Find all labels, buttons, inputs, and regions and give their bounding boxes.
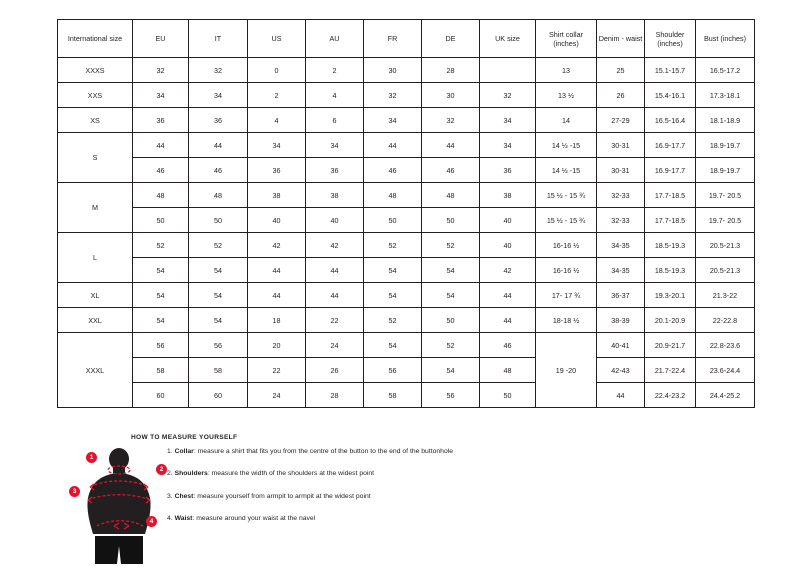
cell-bust: 18.1-18.9 bbox=[696, 108, 755, 133]
table-row bbox=[58, 283, 755, 308]
cell-denim-waist: 26 bbox=[597, 83, 645, 108]
cell-denim-waist: 32-33 bbox=[597, 208, 645, 233]
column-header-eu: EU bbox=[133, 20, 189, 58]
cell-fr: 32 bbox=[364, 83, 422, 108]
instruction-term: Chest bbox=[174, 492, 194, 500]
measure-section-title: HOW TO MEASURE YOURSELF bbox=[131, 434, 238, 441]
cell-it: 34 bbox=[189, 83, 248, 108]
cell-eu: 36 bbox=[133, 108, 189, 133]
cell-au: 40 bbox=[306, 208, 364, 233]
cell-uk: 38 bbox=[480, 183, 536, 208]
cell-uk: 44 bbox=[480, 308, 536, 333]
table-row bbox=[58, 133, 755, 158]
cell-us: 42 bbox=[248, 233, 306, 258]
table-row bbox=[58, 108, 755, 133]
cell-eu: 54 bbox=[133, 308, 189, 333]
cell-bust: 19.7- 20.5 bbox=[696, 183, 755, 208]
cell-shirt-collar: 17- 17 ¾ bbox=[536, 283, 597, 308]
badge-chest: 3 bbox=[69, 486, 80, 497]
cell-de: 54 bbox=[422, 283, 480, 308]
table-row bbox=[58, 58, 755, 83]
instruction-number: 3. bbox=[167, 492, 173, 500]
cell-denim-waist: 30-31 bbox=[597, 133, 645, 158]
cell-fr: 34 bbox=[364, 108, 422, 133]
cell-fr: 44 bbox=[364, 133, 422, 158]
cell-au: 44 bbox=[306, 283, 364, 308]
cell-bust: 17.3-18.1 bbox=[696, 83, 755, 108]
badge-collar: 1 bbox=[86, 452, 97, 463]
cell-shoulder: 16.9-17.7 bbox=[645, 133, 696, 158]
cell-eu: 56 bbox=[133, 333, 189, 358]
cell-au: 2 bbox=[306, 58, 364, 83]
cell-de: 50 bbox=[422, 208, 480, 233]
cell-uk: 34 bbox=[480, 108, 536, 133]
cell-us: 34 bbox=[248, 133, 306, 158]
table-row bbox=[58, 383, 755, 408]
column-header-bust: Bust (inches) bbox=[696, 20, 755, 58]
instruction-text: : measure a shirt that fits you from the centre of the button to the end of the buttonhole bbox=[193, 448, 454, 455]
cell-shoulder: 17.7-18.5 bbox=[645, 208, 696, 233]
cell-uk: 48 bbox=[480, 358, 536, 383]
cell-it: 54 bbox=[189, 258, 248, 283]
cell-fr: 46 bbox=[364, 158, 422, 183]
column-header-uk-size: UK size bbox=[480, 20, 536, 58]
cell-fr: 52 bbox=[364, 233, 422, 258]
cell-eu: 60 bbox=[133, 383, 189, 408]
instruction-line bbox=[167, 470, 667, 479]
table-header-row bbox=[58, 20, 755, 58]
cell-us: 18 bbox=[248, 308, 306, 333]
cell-de: 52 bbox=[422, 333, 480, 358]
instruction-text: : measure around your waist at the navel bbox=[192, 514, 316, 522]
instruction-number: 4. bbox=[167, 514, 173, 522]
cell-us: 2 bbox=[248, 83, 306, 108]
cell-uk: 40 bbox=[480, 233, 536, 258]
column-header-au: AU bbox=[306, 20, 364, 58]
column-header-it: IT bbox=[189, 20, 248, 58]
table-row bbox=[58, 83, 755, 108]
cell-shoulder: 18.5-19.3 bbox=[645, 233, 696, 258]
cell-au: 28 bbox=[306, 383, 364, 408]
cell-de: 32 bbox=[422, 108, 480, 133]
cell-shirt-collar: 16-16 ½ bbox=[536, 258, 597, 283]
table-row bbox=[58, 208, 755, 233]
cell-eu: 46 bbox=[133, 158, 189, 183]
cell-international-size: XXS bbox=[58, 83, 133, 108]
cell-us: 20 bbox=[248, 333, 306, 358]
cell-it: 50 bbox=[189, 208, 248, 233]
cell-bust: 18.9-19.7 bbox=[696, 133, 755, 158]
cell-it: 54 bbox=[189, 308, 248, 333]
table-head bbox=[58, 20, 755, 58]
cell-us: 22 bbox=[248, 358, 306, 383]
cell-shirt-collar: 15 ½ - 15 ¾ bbox=[536, 208, 597, 233]
cell-de: 44 bbox=[422, 133, 480, 158]
cell-de: 54 bbox=[422, 258, 480, 283]
cell-au: 6 bbox=[306, 108, 364, 133]
cell-au: 26 bbox=[306, 358, 364, 383]
cell-shirt-collar: 13 bbox=[536, 58, 597, 83]
cell-it: 60 bbox=[189, 383, 248, 408]
cell-bust: 16.5-17.2 bbox=[696, 58, 755, 83]
cell-fr: 54 bbox=[364, 258, 422, 283]
instruction-number: 2. bbox=[167, 470, 173, 478]
cell-bust: 18.9-19.7 bbox=[696, 158, 755, 183]
cell-de: 50 bbox=[422, 308, 480, 333]
cell-shoulder: 16.9-17.7 bbox=[645, 158, 696, 183]
cell-shoulder: 21.7-22.4 bbox=[645, 358, 696, 383]
measurement-instructions bbox=[167, 448, 667, 537]
cell-bust: 20.5-21.3 bbox=[696, 258, 755, 283]
instruction-line bbox=[167, 493, 667, 502]
cell-bust: 21.3-22 bbox=[696, 283, 755, 308]
instruction-term: Waist bbox=[174, 514, 193, 522]
cell-uk: 34 bbox=[480, 133, 536, 158]
table-row bbox=[58, 158, 755, 183]
column-header-shoulder: Shoulder (inches) bbox=[645, 20, 696, 58]
cell-shirt-collar: 19 -20 bbox=[536, 333, 597, 408]
column-header-shirt-collar: Shirt collar (inches) bbox=[536, 20, 597, 58]
cell-shoulder: 15.1-15.7 bbox=[645, 58, 696, 83]
cell-denim-waist: 25 bbox=[597, 58, 645, 83]
cell-us: 4 bbox=[248, 108, 306, 133]
cell-shirt-collar: 14 ½ -15 bbox=[536, 158, 597, 183]
cell-shoulder: 20.9-21.7 bbox=[645, 333, 696, 358]
cell-shoulder: 19.3-20.1 bbox=[645, 283, 696, 308]
instruction-line bbox=[167, 448, 667, 457]
cell-it: 52 bbox=[189, 233, 248, 258]
table-row bbox=[58, 183, 755, 208]
column-header-us: US bbox=[248, 20, 306, 58]
cell-au: 24 bbox=[306, 333, 364, 358]
cell-shoulder: 16.5-16.4 bbox=[645, 108, 696, 133]
cell-us: 36 bbox=[248, 158, 306, 183]
cell-uk: 36 bbox=[480, 158, 536, 183]
cell-uk: 44 bbox=[480, 283, 536, 308]
cell-au: 36 bbox=[306, 158, 364, 183]
cell-au: 42 bbox=[306, 233, 364, 258]
cell-bust: 22-22.8 bbox=[696, 308, 755, 333]
cell-eu: 52 bbox=[133, 233, 189, 258]
cell-denim-waist: 36-37 bbox=[597, 283, 645, 308]
cell-international-size: L bbox=[58, 233, 133, 283]
cell-us: 44 bbox=[248, 283, 306, 308]
cell-uk bbox=[480, 58, 536, 83]
cell-uk: 42 bbox=[480, 258, 536, 283]
cell-eu: 34 bbox=[133, 83, 189, 108]
cell-international-size: M bbox=[58, 183, 133, 233]
size-chart-table bbox=[57, 19, 755, 408]
cell-fr: 48 bbox=[364, 183, 422, 208]
cell-de: 46 bbox=[422, 158, 480, 183]
cell-de: 48 bbox=[422, 183, 480, 208]
cell-eu: 58 bbox=[133, 358, 189, 383]
instruction-text: : measure the width of the shoulders at the widest point bbox=[207, 470, 375, 478]
cell-denim-waist: 34-35 bbox=[597, 233, 645, 258]
cell-eu: 32 bbox=[133, 58, 189, 83]
cell-shirt-collar: 13 ½ bbox=[536, 83, 597, 108]
cell-shoulder: 20.1-20.9 bbox=[645, 308, 696, 333]
cell-fr: 52 bbox=[364, 308, 422, 333]
cell-bust: 22.8-23.6 bbox=[696, 333, 755, 358]
cell-shoulder: 22.4-23.2 bbox=[645, 383, 696, 408]
cell-denim-waist: 44 bbox=[597, 383, 645, 408]
cell-international-size: S bbox=[58, 133, 133, 183]
cell-de: 28 bbox=[422, 58, 480, 83]
cell-bust: 19.7- 20.5 bbox=[696, 208, 755, 233]
cell-it: 58 bbox=[189, 358, 248, 383]
column-header-fr: FR bbox=[364, 20, 422, 58]
cell-us: 0 bbox=[248, 58, 306, 83]
cell-shirt-collar: 14 bbox=[536, 108, 597, 133]
cell-au: 44 bbox=[306, 258, 364, 283]
cell-it: 56 bbox=[189, 333, 248, 358]
cell-denim-waist: 40-41 bbox=[597, 333, 645, 358]
cell-eu: 50 bbox=[133, 208, 189, 233]
cell-fr: 56 bbox=[364, 358, 422, 383]
cell-au: 38 bbox=[306, 183, 364, 208]
cell-uk: 50 bbox=[480, 383, 536, 408]
cell-shirt-collar: 16-16 ½ bbox=[536, 233, 597, 258]
cell-us: 24 bbox=[248, 383, 306, 408]
cell-eu: 48 bbox=[133, 183, 189, 208]
cell-it: 44 bbox=[189, 133, 248, 158]
table-row bbox=[58, 308, 755, 333]
instruction-number: 1. bbox=[167, 448, 173, 455]
cell-de: 30 bbox=[422, 83, 480, 108]
cell-de: 54 bbox=[422, 358, 480, 383]
cell-it: 32 bbox=[189, 58, 248, 83]
cell-international-size: XXL bbox=[58, 308, 133, 333]
badge-waist: 4 bbox=[146, 516, 157, 527]
cell-fr: 58 bbox=[364, 383, 422, 408]
instruction-line bbox=[167, 515, 667, 524]
cell-fr: 50 bbox=[364, 208, 422, 233]
instruction-text: : measure yourself from armpit to armpit at the widest point bbox=[193, 492, 371, 500]
cell-denim-waist: 27-29 bbox=[597, 108, 645, 133]
cell-us: 38 bbox=[248, 183, 306, 208]
cell-denim-waist: 32-33 bbox=[597, 183, 645, 208]
cell-bust: 23.6-24.4 bbox=[696, 358, 755, 383]
badge-shoulders: 2 bbox=[156, 464, 167, 475]
column-header-denim-waist: Denim - waist bbox=[597, 20, 645, 58]
cell-us: 44 bbox=[248, 258, 306, 283]
column-header-international-size: International size bbox=[58, 20, 133, 58]
cell-au: 34 bbox=[306, 133, 364, 158]
cell-it: 48 bbox=[189, 183, 248, 208]
cell-international-size: XS bbox=[58, 108, 133, 133]
table-row bbox=[58, 333, 755, 358]
cell-fr: 54 bbox=[364, 333, 422, 358]
cell-eu: 54 bbox=[133, 283, 189, 308]
cell-denim-waist: 30-31 bbox=[597, 158, 645, 183]
cell-denim-waist: 42-43 bbox=[597, 358, 645, 383]
table-body bbox=[58, 58, 755, 408]
cell-shirt-collar: 15 ½ - 15 ¾ bbox=[536, 183, 597, 208]
cell-international-size: XL bbox=[58, 283, 133, 308]
table-row bbox=[58, 233, 755, 258]
cell-au: 22 bbox=[306, 308, 364, 333]
cell-de: 52 bbox=[422, 233, 480, 258]
cell-uk: 40 bbox=[480, 208, 536, 233]
column-header-de: DE bbox=[422, 20, 480, 58]
cell-uk: 46 bbox=[480, 333, 536, 358]
cell-shirt-collar: 14 ½ -15 bbox=[536, 133, 597, 158]
cell-fr: 54 bbox=[364, 283, 422, 308]
cell-denim-waist: 34-35 bbox=[597, 258, 645, 283]
instruction-term: Shoulders bbox=[174, 470, 208, 478]
cell-au: 4 bbox=[306, 83, 364, 108]
cell-it: 36 bbox=[189, 108, 248, 133]
cell-bust: 20.5-21.3 bbox=[696, 233, 755, 258]
cell-shirt-collar: 18-18 ½ bbox=[536, 308, 597, 333]
cell-denim-waist: 38-39 bbox=[597, 308, 645, 333]
table-row bbox=[58, 358, 755, 383]
instruction-term: Collar bbox=[174, 448, 194, 455]
figure-shorts bbox=[95, 536, 143, 564]
cell-fr: 30 bbox=[364, 58, 422, 83]
cell-it: 54 bbox=[189, 283, 248, 308]
cell-de: 56 bbox=[422, 383, 480, 408]
cell-international-size: XXXS bbox=[58, 58, 133, 83]
cell-us: 40 bbox=[248, 208, 306, 233]
cell-it: 46 bbox=[189, 158, 248, 183]
cell-bust: 24.4-25.2 bbox=[696, 383, 755, 408]
cell-shoulder: 15.4-16.1 bbox=[645, 83, 696, 108]
table-row bbox=[58, 258, 755, 283]
cell-international-size: XXXL bbox=[58, 333, 133, 408]
cell-shoulder: 18.5-19.3 bbox=[645, 258, 696, 283]
cell-uk: 32 bbox=[480, 83, 536, 108]
cell-eu: 44 bbox=[133, 133, 189, 158]
cell-eu: 54 bbox=[133, 258, 189, 283]
cell-shoulder: 17.7-18.5 bbox=[645, 183, 696, 208]
